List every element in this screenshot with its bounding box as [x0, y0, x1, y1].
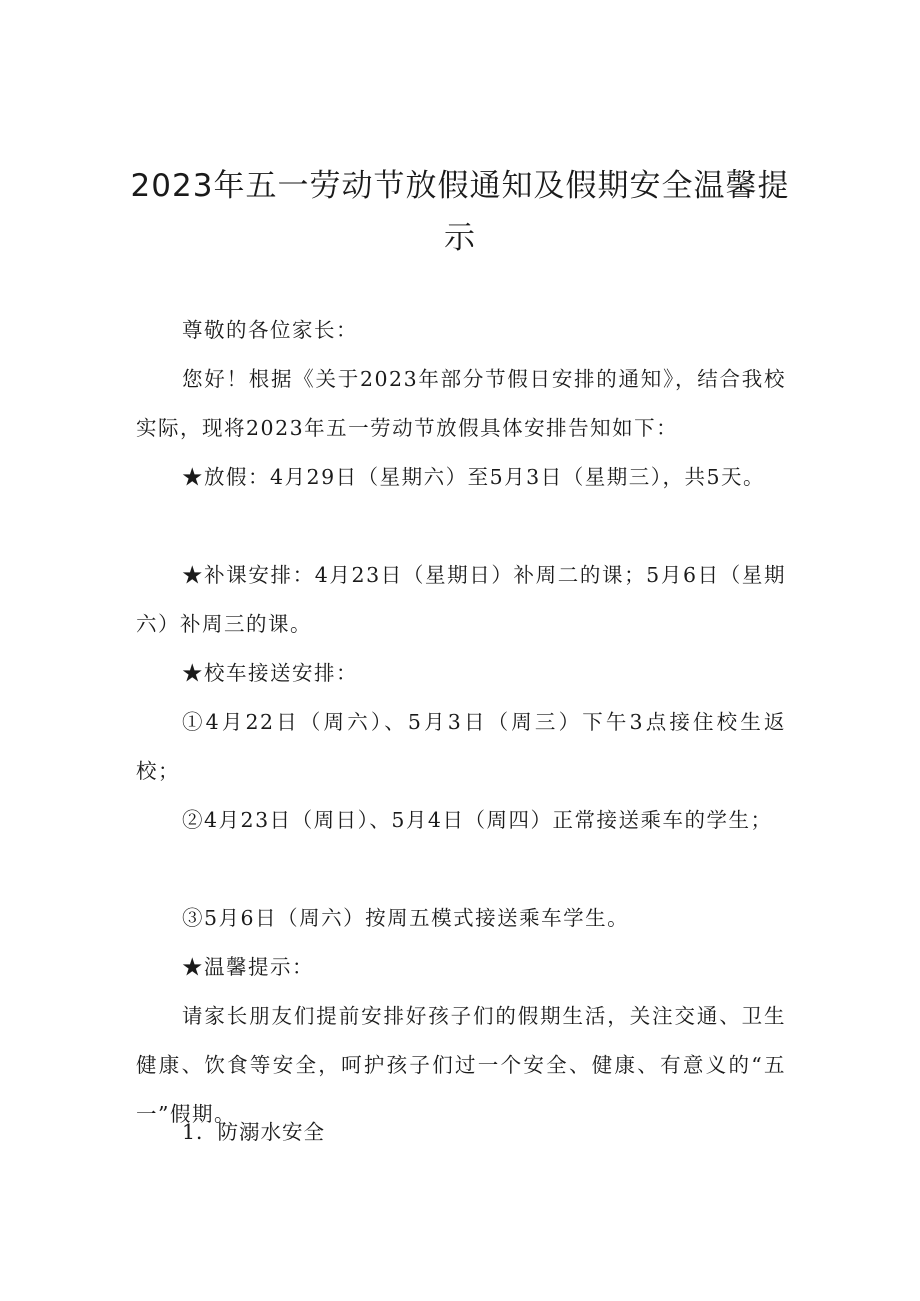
salutation: 尊敬的各位家长： [182, 318, 358, 342]
tip-heading: ★温馨提示： [182, 955, 314, 979]
makeup-class-paragraph: ★补课安排：4月23日（星期日）补周二的课；5月6日（星期六）补周三的课。 [136, 563, 786, 636]
document-title: 2023年五一劳动节放假通知及假期安全温馨提示 [130, 168, 790, 256]
school-bus-item-3: ③5月6日（周六）按周五模式接送乘车学生。 [182, 906, 630, 930]
tip-paragraph: 请家长朋友们提前安排好孩子们的假期生活，关注交通、卫生健康、饮食等安全，呵护孩子们过一个安全、健康、有意义的“五一”假期。 [136, 1004, 786, 1126]
school-bus-item-1: ①4月22日（周六）、5月3日（周三）下午3点接住校生返校； [136, 710, 786, 783]
school-bus-item-2: ②4月23日（周日）、5月4日（周四）正常接送乘车的学生； [182, 808, 773, 832]
school-bus-heading: ★校车接送安排： [182, 661, 358, 685]
section-heading-drowning-safety: 1．防溺水安全 [182, 1120, 326, 1144]
intro-paragraph: 您好！根据《关于2023年部分节假日安排的通知》，结合我校实际，现将2023年五一劳动节放假具体安排告知如下： [136, 367, 786, 440]
holiday-paragraph: ★放假：4月29日（星期六）至5月3日（星期三），共5天。 [182, 465, 766, 489]
